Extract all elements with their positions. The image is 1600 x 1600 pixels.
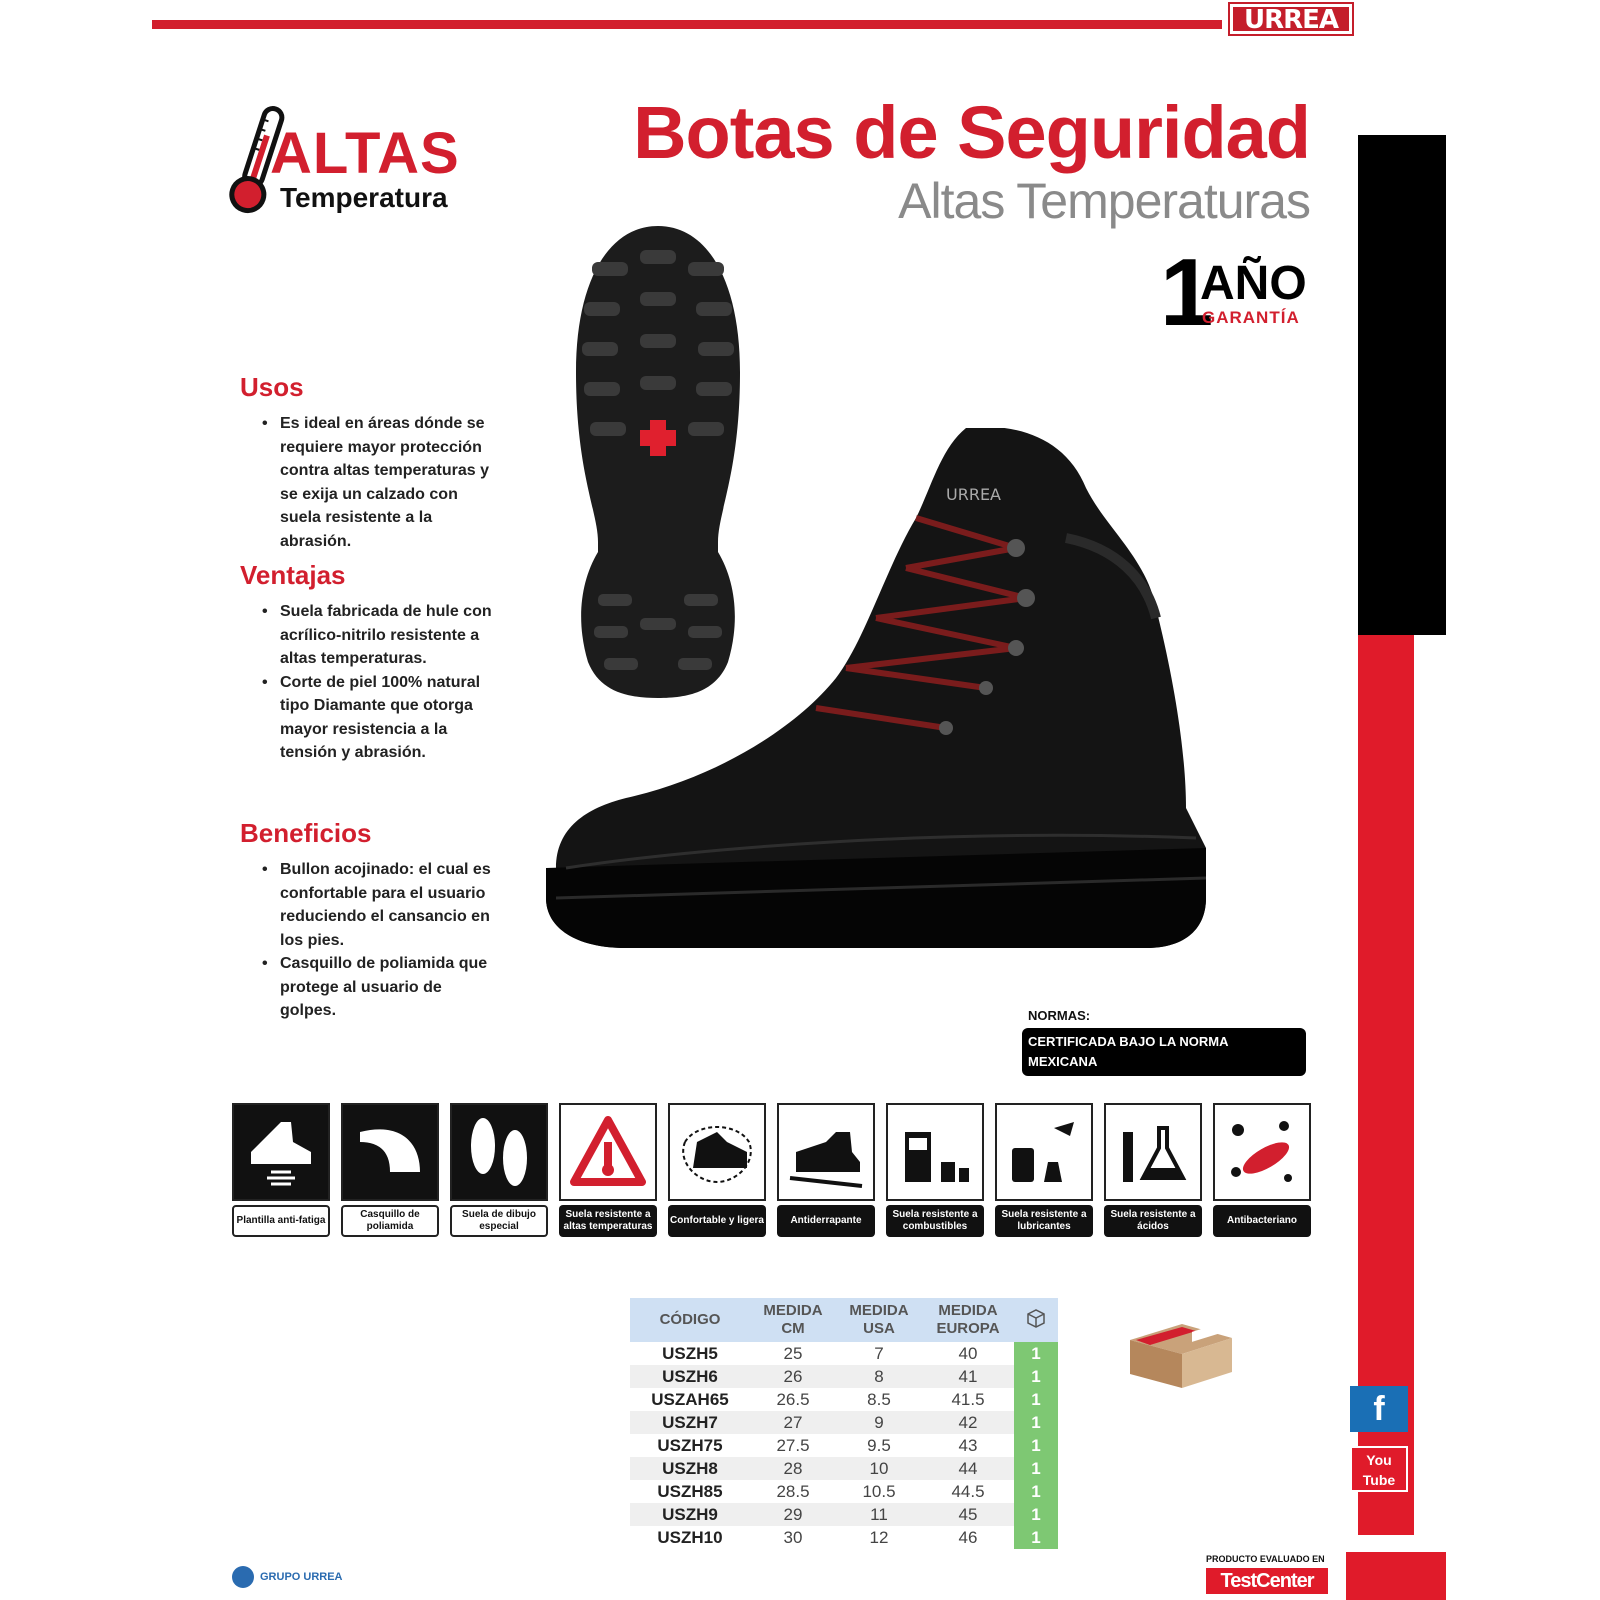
top-red-line xyxy=(152,20,1222,29)
side-bar-bottom xyxy=(1346,1552,1446,1600)
header-medida-europa: MEDIDA EUROPA xyxy=(922,1298,1014,1342)
cell-europa: 44.5 xyxy=(951,1481,985,1501)
cell-cm: 28.5 xyxy=(776,1481,810,1501)
feature-label: Confortable y ligera xyxy=(668,1205,766,1237)
cell-usa: 8.5 xyxy=(867,1389,891,1409)
cell-codigo: USZH6 xyxy=(630,1365,750,1388)
feature-item xyxy=(1104,1103,1202,1239)
cell-box: 1 xyxy=(1014,1342,1058,1365)
shoe-box-image xyxy=(1126,1318,1236,1390)
altas-temperatura-logo xyxy=(228,100,498,220)
cell-europa: 40 xyxy=(958,1343,978,1363)
cell-usa: 9 xyxy=(836,1411,922,1434)
urrea-logo: URREA xyxy=(1230,4,1352,34)
feature-label: Casquillo de poliamida xyxy=(341,1205,439,1237)
feature-label: Suela resistente a lubricantes xyxy=(995,1205,1093,1237)
cell-europa: 42 xyxy=(922,1411,1014,1434)
cell-box: 1 xyxy=(1014,1434,1058,1457)
normas-line-1: CERTIFICADA BAJO LA NORMA MEXICANA xyxy=(1028,1034,1229,1069)
ventajas-title: Ventajas xyxy=(240,560,346,590)
side-bar-black xyxy=(1358,135,1446,635)
cell-box: 1 xyxy=(1014,1457,1058,1480)
cell-cm: 28 xyxy=(750,1457,836,1480)
high-temperature-warning-icon xyxy=(559,1103,657,1201)
cell-cm: 29 xyxy=(750,1503,836,1526)
cell-cm: 26.5 xyxy=(776,1389,810,1409)
normas-box xyxy=(1022,1028,1306,1089)
cell-box: 1 xyxy=(1014,1480,1058,1503)
list-item: • Suela fabricada de hule con acrílico-nitrilo resistente a altas temperaturas. xyxy=(262,600,502,671)
toe-cap-icon xyxy=(341,1103,439,1201)
feature-label: Suela resistente a altas temperaturas xyxy=(559,1205,657,1237)
normas-line-2: NOM-113-STPS-2011 xyxy=(1028,1074,1155,1089)
grupo-urrea-text: GRUPO URREA xyxy=(260,1571,343,1583)
anti-fatigue-insole-icon xyxy=(232,1103,330,1201)
sole-pattern-icon xyxy=(450,1103,548,1201)
feature-item xyxy=(1213,1103,1311,1239)
feature-item xyxy=(995,1103,1093,1239)
grupo-urrea-logo xyxy=(232,1566,343,1588)
boot-product-image xyxy=(546,428,1242,988)
feature-label: Suela resistente a combustibles xyxy=(886,1205,984,1237)
cell-cm: 27.5 xyxy=(776,1435,810,1455)
cell-box: 1 xyxy=(1014,1411,1058,1434)
feature-label: Antiderrapante xyxy=(777,1205,875,1237)
table-row xyxy=(630,1457,1058,1480)
cell-cm: 30 xyxy=(783,1527,803,1547)
size-table xyxy=(630,1298,1058,1549)
cell-codigo: USZH9 xyxy=(630,1503,750,1526)
side-bar-gap xyxy=(1414,635,1446,1535)
list-item: • Bullon acojinado: el cual es confortable para el usuario reduciendo el cansancio en los pies. xyxy=(262,858,502,952)
cell-usa: 11 xyxy=(836,1503,922,1526)
warranty-year: AÑO xyxy=(1200,257,1307,310)
cell-codigo: USZH75 xyxy=(657,1435,723,1455)
usos-title: Usos xyxy=(240,372,304,402)
warranty-number: 1 xyxy=(1160,239,1214,346)
cell-usa: 9.5 xyxy=(867,1435,891,1455)
lubricant-resistant-icon xyxy=(995,1103,1093,1201)
page-title: Botas de Seguridad xyxy=(633,91,1310,174)
box-icon xyxy=(1014,1298,1058,1342)
facebook-icon[interactable]: f xyxy=(1350,1386,1408,1432)
header-medida-usa: MEDIDA USA xyxy=(836,1298,922,1342)
cell-box: 1 xyxy=(1014,1388,1058,1411)
temperatura-word: Temperatura xyxy=(280,182,448,213)
cell-europa: 46 xyxy=(958,1527,978,1547)
header-codigo: CÓDIGO xyxy=(630,1298,750,1342)
cell-box: 1 xyxy=(1014,1526,1058,1549)
list-item: • Corte de piel 100% natural tipo Diamante que otorga mayor resistencia a la tensión y abrasión. xyxy=(262,671,502,765)
cell-codigo: USZH85 xyxy=(657,1481,723,1501)
table-header-row xyxy=(630,1298,1058,1342)
cell-codigo: USZH7 xyxy=(630,1411,750,1434)
grupo-urrea-icon xyxy=(232,1566,254,1588)
feature-item xyxy=(450,1103,548,1239)
cell-usa: 8 xyxy=(836,1365,922,1388)
list-item: • Es ideal en áreas dónde se requiere mayor protección contra altas temperaturas y se exija un calzado con suela resistente a la abrasión. xyxy=(262,412,502,553)
ventajas-list xyxy=(262,600,502,765)
cell-cm: 26 xyxy=(750,1365,836,1388)
table-row xyxy=(630,1365,1058,1388)
anti-slip-icon xyxy=(777,1103,875,1201)
cell-codigo: USZH8 xyxy=(630,1457,750,1480)
antibacterial-icon xyxy=(1213,1103,1311,1201)
youtube-icon[interactable]: You Tube xyxy=(1350,1446,1408,1492)
table-row xyxy=(630,1342,1058,1365)
cell-europa: 44 xyxy=(922,1457,1014,1480)
table-row xyxy=(630,1503,1058,1526)
cell-europa: 43 xyxy=(958,1435,978,1455)
cell-usa: 12 xyxy=(869,1527,889,1547)
boot-brand-label: URREA xyxy=(946,485,1001,504)
cell-box: 1 xyxy=(1014,1503,1058,1526)
producto-evaluado-text: PRODUCTO EVALUADO EN xyxy=(1206,1554,1325,1564)
normas-label: NORMAS: xyxy=(1028,1008,1091,1023)
cell-cm: 27 xyxy=(750,1411,836,1434)
feature-icons-row xyxy=(232,1103,1308,1239)
table-row xyxy=(630,1480,1058,1503)
cell-europa: 41 xyxy=(922,1365,1014,1388)
acid-resistant-icon xyxy=(1104,1103,1202,1201)
cell-codigo: USZH5 xyxy=(662,1343,718,1363)
cell-codigo: USZH10 xyxy=(657,1527,723,1547)
usos-list xyxy=(262,412,502,553)
warranty-label: GARANTÍA xyxy=(1202,308,1300,327)
warranty-badge xyxy=(1160,239,1310,346)
table-row xyxy=(630,1434,1058,1457)
page-subtitle: Altas Temperaturas xyxy=(898,173,1310,229)
beneficios-list xyxy=(262,858,502,1023)
altas-word: ALTAS xyxy=(270,121,460,186)
beneficios-title: Beneficios xyxy=(240,818,372,848)
cell-europa: 45 xyxy=(922,1503,1014,1526)
cell-box: 1 xyxy=(1014,1365,1058,1388)
feature-item xyxy=(232,1103,330,1239)
feature-label: Plantilla anti-fatiga xyxy=(232,1205,330,1237)
table-row xyxy=(630,1526,1058,1549)
feature-item xyxy=(559,1103,657,1239)
cell-cm: 25 xyxy=(783,1343,803,1363)
feature-item xyxy=(668,1103,766,1239)
feature-item xyxy=(341,1103,439,1239)
feature-item xyxy=(886,1103,984,1239)
header-medida-cm: MEDIDA CM xyxy=(750,1298,836,1342)
fuel-resistant-icon xyxy=(886,1103,984,1201)
cell-codigo: USZAH65 xyxy=(651,1389,729,1409)
cell-usa: 10 xyxy=(836,1457,922,1480)
cell-europa: 41.5 xyxy=(951,1389,985,1409)
comfortable-boot-icon xyxy=(668,1103,766,1201)
cell-usa: 10.5 xyxy=(862,1481,896,1501)
list-item: • Casquillo de poliamida que protege al usuario de golpes. xyxy=(262,952,502,1023)
table-row xyxy=(630,1388,1058,1411)
testcenter-logo: TestCenter xyxy=(1206,1568,1328,1594)
feature-label: Antibacteriano xyxy=(1213,1205,1311,1237)
table-row xyxy=(630,1411,1058,1434)
feature-item xyxy=(777,1103,875,1239)
feature-label: Suela de dibujo especial xyxy=(450,1205,548,1237)
feature-label: Suela resistente a ácidos xyxy=(1104,1205,1202,1237)
cell-usa: 7 xyxy=(874,1343,884,1363)
